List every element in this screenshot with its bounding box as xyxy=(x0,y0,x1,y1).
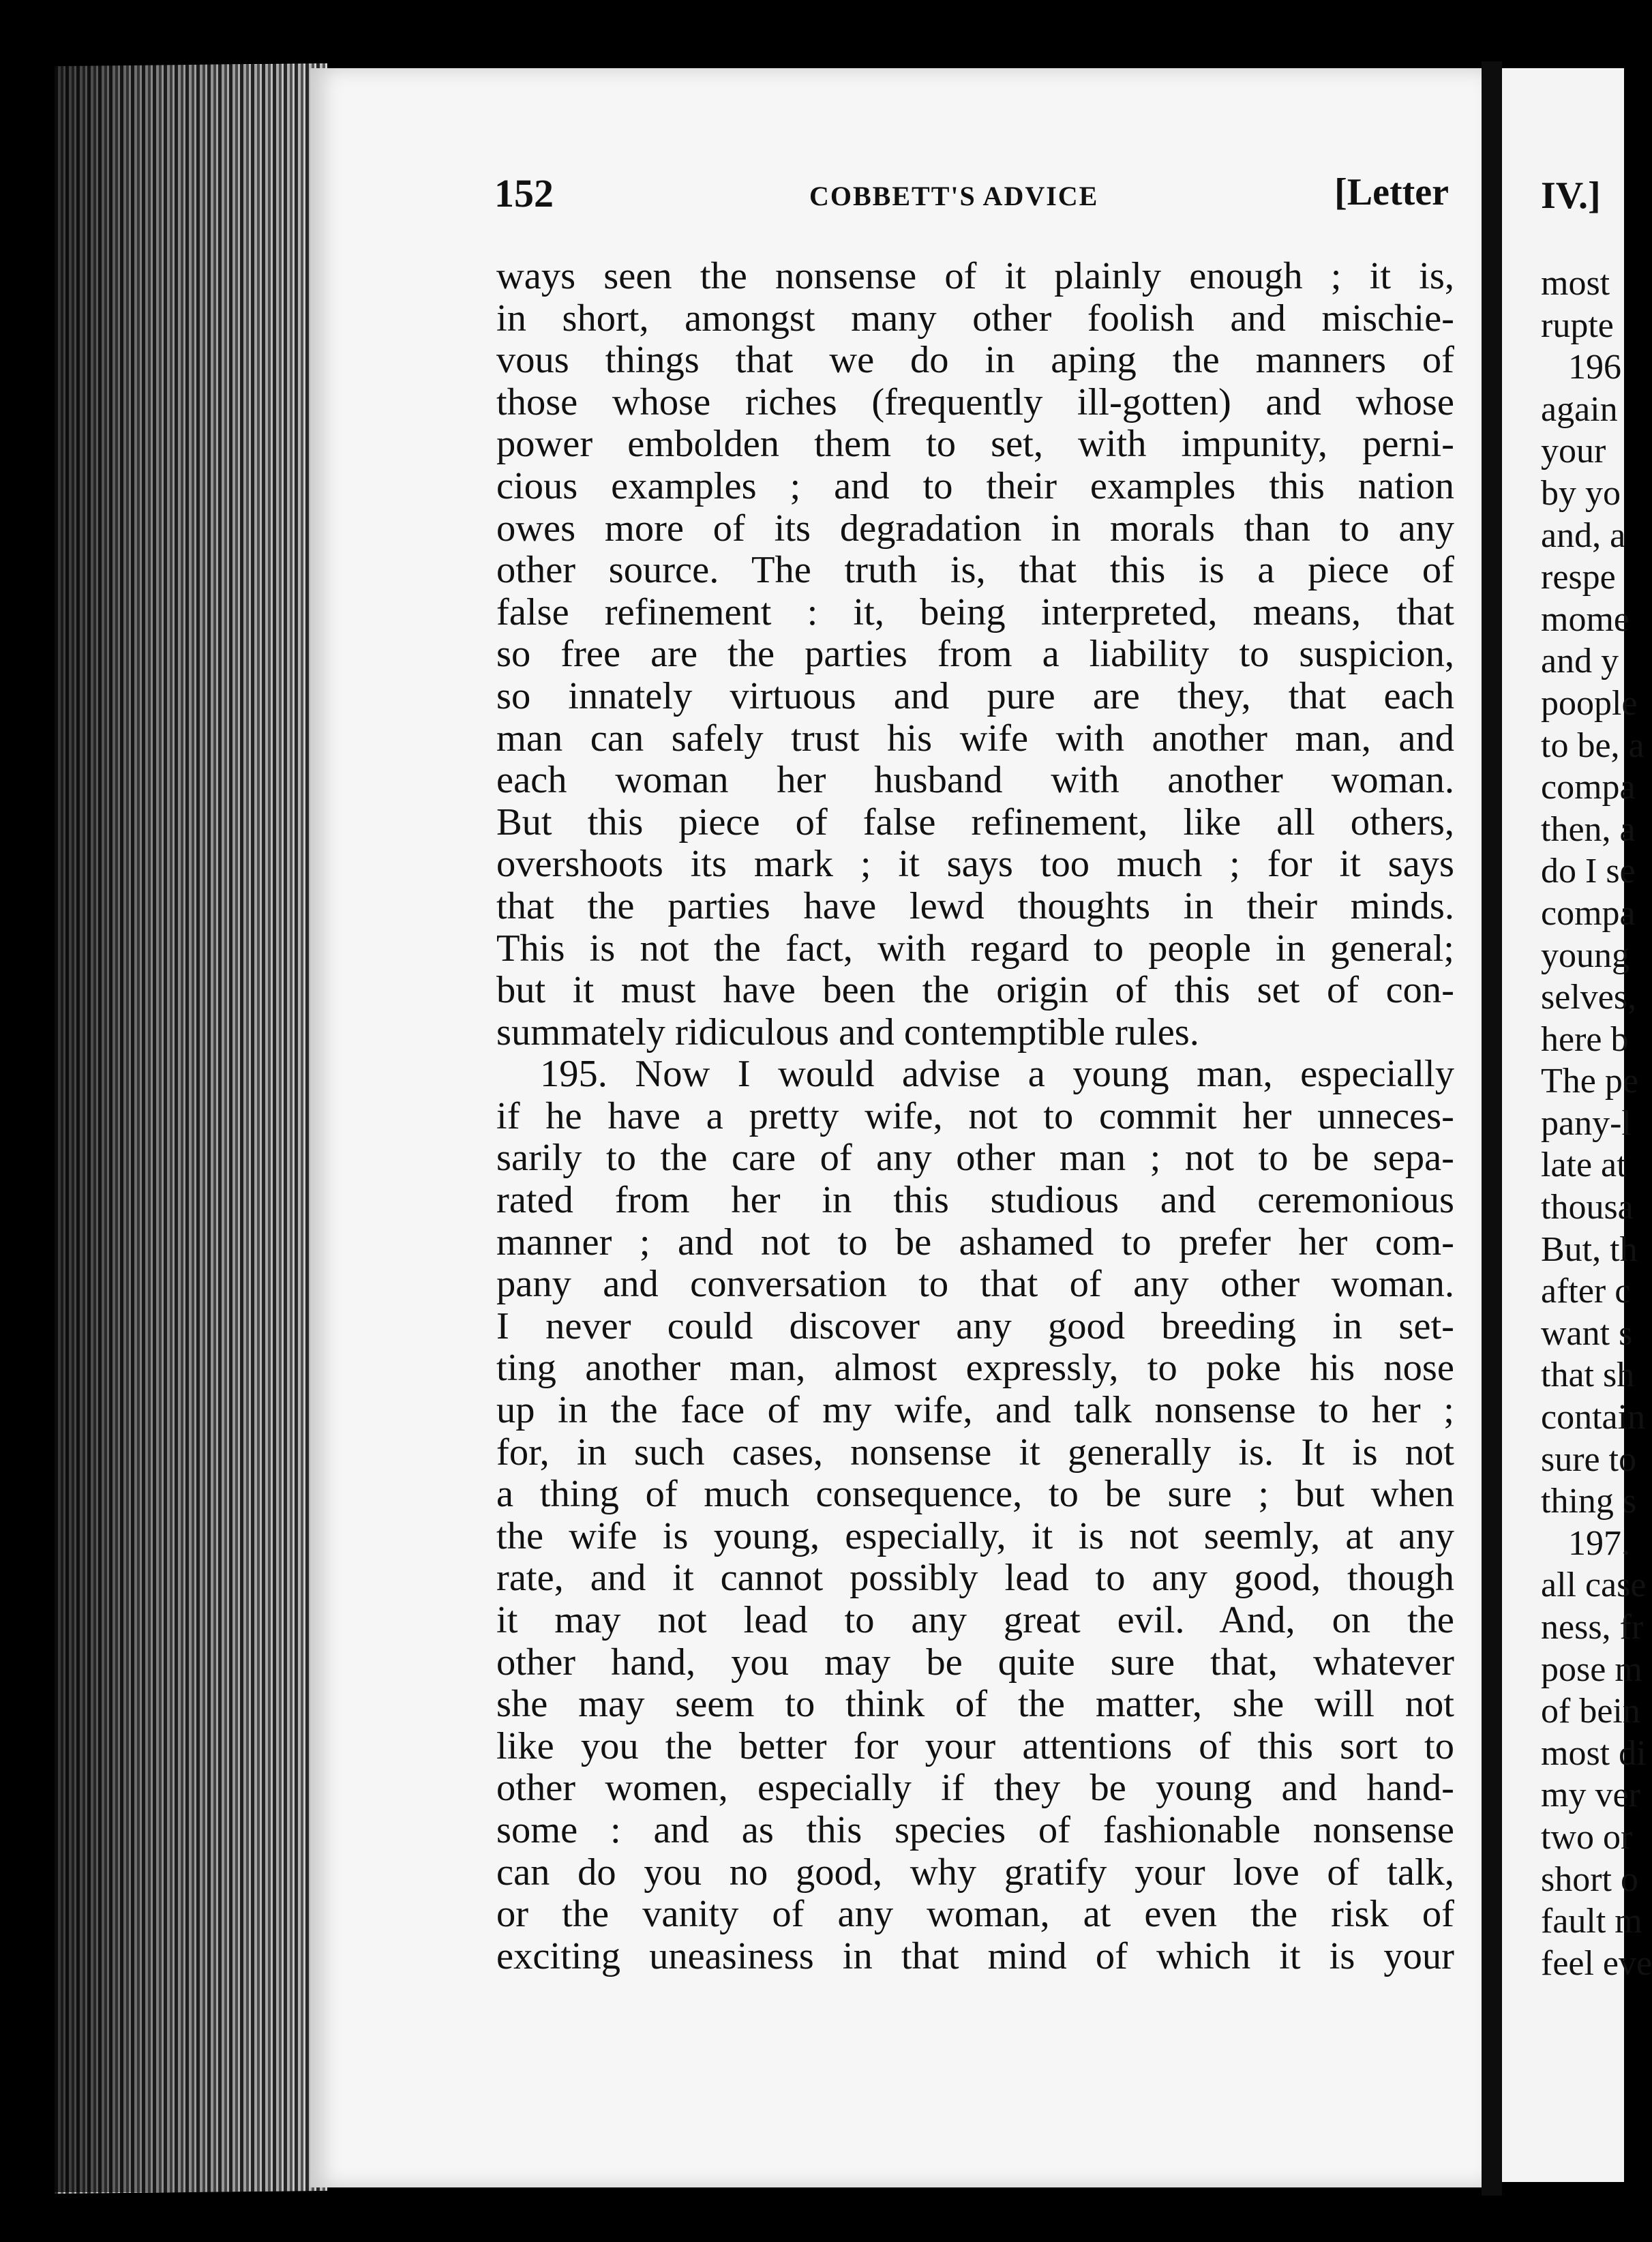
text-line-fragment: sure to xyxy=(1541,1439,1637,1479)
page-edge-shadow xyxy=(55,65,327,2192)
text-line: so free are the parties from a liability to suspicion, xyxy=(496,633,1454,676)
text-line-fragment: and, a xyxy=(1541,515,1626,555)
running-head xyxy=(494,170,1449,218)
right-page-column xyxy=(1541,174,1652,1984)
text-line: This is not the fact, with regard to people in general; xyxy=(496,927,1454,970)
text-line-fragment: short o xyxy=(1541,1859,1638,1899)
text-line-fragment: pany-l xyxy=(1541,1103,1632,1143)
text-line: can do you no good, why gratify your love of talk, xyxy=(496,1851,1454,1894)
text-line: cious examples ; and to their examples this nation xyxy=(496,464,1454,507)
text-line-fragment: ness, fr xyxy=(1541,1608,1644,1647)
text-line: for, in such cases, nonsense it generally is. It is not xyxy=(496,1431,1454,1474)
text-line-fragment: contain xyxy=(1541,1398,1646,1437)
text-line: exciting uneasiness in that mind of which it is your xyxy=(496,1934,1454,1977)
text-line: or the vanity of any woman, at even the risk of xyxy=(496,1893,1454,1936)
running-letter: [Letter xyxy=(1334,171,1449,213)
text-line-fragment: to be, a xyxy=(1541,726,1645,765)
text-line-fragment: But, th xyxy=(1541,1229,1638,1269)
text-line-fragment: fault m xyxy=(1541,1902,1642,1941)
text-line-fragment: want s xyxy=(1541,1313,1633,1353)
text-line: overshoots its mark ; it says too much ; for it says xyxy=(496,843,1454,886)
text-line-fragment: all case xyxy=(1541,1566,1647,1605)
text-line-fragment: rupte xyxy=(1541,305,1614,345)
text-line: she may seem to think of the matter, she will not xyxy=(496,1683,1454,1726)
text-line-fragment: 197. xyxy=(1568,1523,1630,1563)
text-line-fragment: and y xyxy=(1541,642,1619,681)
book-gutter xyxy=(1482,61,1502,2196)
text-line: ting another man, almost expressly, to poke his nose xyxy=(496,1347,1454,1390)
text-line: but it must have been the origin of this set of con- xyxy=(496,969,1454,1012)
text-line: rate, and it cannot possibly lead to any good, though xyxy=(496,1557,1454,1600)
text-line: so innately virtuous and pure are they, that each xyxy=(496,674,1454,717)
text-line: that the parties have lewd thoughts in their minds. xyxy=(496,884,1454,927)
text-line-fragment: selves, xyxy=(1541,978,1637,1017)
text-line-fragment: compa xyxy=(1541,768,1636,807)
text-line-fragment: The pe xyxy=(1541,1062,1638,1101)
text-line-fragment: that sh xyxy=(1541,1356,1635,1395)
text-line: owes more of its degradation in morals than to any xyxy=(496,507,1454,550)
page-number: 152 xyxy=(494,171,554,215)
text-line: false refinement : it, being interpreted, means, that xyxy=(496,591,1454,633)
text-line: summately ridiculous and contemptible rules. xyxy=(496,1011,1199,1053)
text-line-fragment: by yo xyxy=(1541,473,1621,513)
text-line: each woman her husband with another woman. xyxy=(496,759,1454,802)
text-line: man can safely trust his wife with another man, and xyxy=(496,717,1454,760)
text-line-fragment: here b xyxy=(1541,1019,1629,1059)
text-line: ways seen the nonsense of it plainly enough ; it is, xyxy=(496,255,1454,297)
text-line: manner ; and not to be ashamed to prefer her com- xyxy=(496,1221,1454,1264)
text-line-fragment: mome xyxy=(1541,599,1630,639)
text-line-fragment: after c xyxy=(1541,1272,1631,1311)
text-line-fragment: young xyxy=(1541,936,1630,975)
text-line: other source. The truth is, that this is a piece of xyxy=(496,549,1454,592)
text-line: 195. Now I would advise a young man, especially xyxy=(540,1053,1454,1096)
text-line-fragment: feel eve xyxy=(1541,1943,1652,1983)
text-line-fragment: do I se xyxy=(1541,852,1636,891)
text-line: other women, especially if they be young and hand- xyxy=(496,1767,1454,1810)
body-text xyxy=(496,256,1454,1977)
text-line: it may not lead to any great evil. And, on the xyxy=(496,1599,1454,1641)
text-line: those whose riches (frequently ill-gotten) and whose xyxy=(496,380,1454,423)
text-line: But this piece of false refinement, like all others, xyxy=(496,801,1454,843)
text-line: a thing of much consequence, to be sure ; but when xyxy=(496,1473,1454,1516)
text-line: in short, amongst many other foolish and mischie- xyxy=(496,297,1454,340)
text-line: like you the better for your attentions of this sort to xyxy=(496,1724,1454,1767)
text-line-fragment: respe xyxy=(1541,558,1616,597)
text-line-fragment: of bein xyxy=(1541,1692,1640,1731)
text-line-fragment: pose m xyxy=(1541,1649,1642,1689)
running-title: COBBETT'S ADVICE xyxy=(809,181,1099,211)
text-line-fragment: most xyxy=(1541,264,1610,303)
text-line-fragment: two or xyxy=(1541,1817,1633,1857)
text-line-fragment: then, a xyxy=(1541,809,1636,849)
text-line: other hand, you may be quite sure that, whatever xyxy=(496,1641,1454,1684)
text-line-fragment: again xyxy=(1541,389,1618,429)
text-line-fragment: my ver xyxy=(1541,1776,1640,1815)
text-line: the wife is young, especially, it is not seemly, at any xyxy=(496,1514,1454,1557)
text-line-fragment: poople xyxy=(1541,683,1638,723)
text-line-fragment: late at xyxy=(1541,1146,1627,1185)
text-line: pany and conversation to that of any other woman. xyxy=(496,1263,1454,1306)
text-line: power embolden them to set, with impunity, perni- xyxy=(496,423,1454,466)
text-line-fragment: 196 xyxy=(1568,348,1621,387)
text-line-fragment: most di xyxy=(1541,1733,1647,1773)
text-line: up in the face of my wife, and talk nonsense to her ; xyxy=(496,1389,1454,1432)
text-line: if he have a pretty wife, not to commit her unneces- xyxy=(496,1094,1454,1137)
text-line: rated from her in this studious and ceremonious xyxy=(496,1179,1454,1222)
text-line-fragment: thousa xyxy=(1541,1188,1634,1227)
right-running-head: IV.] xyxy=(1541,175,1601,217)
right-page-text xyxy=(1541,263,1652,1984)
text-line-fragment: thing s xyxy=(1541,1482,1637,1521)
text-line: I never could discover any good breeding in set- xyxy=(496,1304,1454,1347)
text-line: vous things that we do in aping the manners of xyxy=(496,339,1454,382)
text-line: sarily to the care of any other man ; not to be sepa- xyxy=(496,1137,1454,1180)
text-line: some : and as this species of fashionable nonsense xyxy=(496,1808,1454,1851)
text-line-fragment: compa xyxy=(1541,893,1636,933)
text-line-fragment: your xyxy=(1541,432,1606,471)
